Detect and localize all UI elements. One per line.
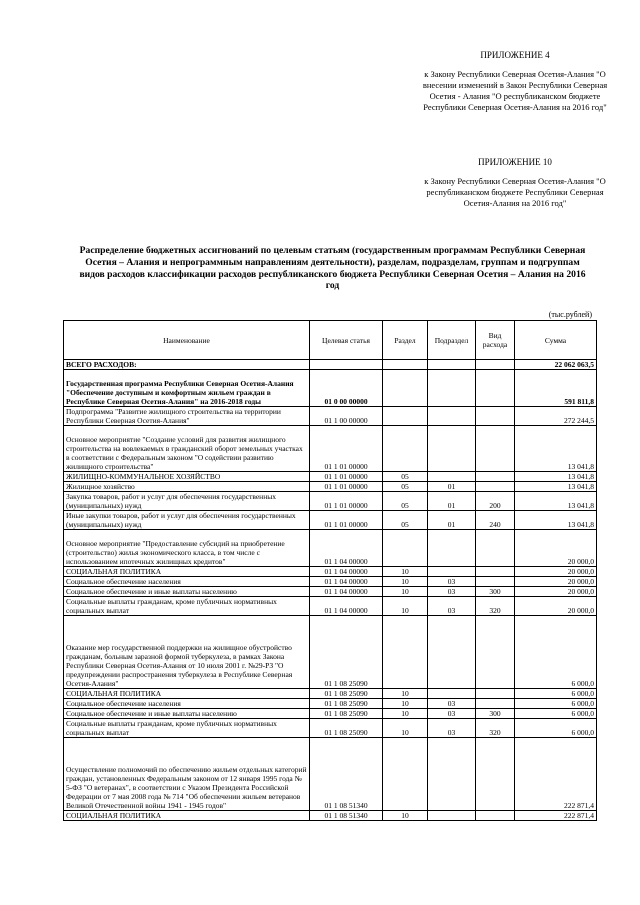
cell-sum: 20 000,0 <box>515 597 597 616</box>
cell-target: 01 1 08 51340 <box>310 738 383 811</box>
cell-target: 01 1 01 00000 <box>310 472 383 482</box>
cell-type <box>476 407 515 426</box>
cell-name: СОЦИАЛЬНАЯ ПОЛИТИКА <box>64 689 310 699</box>
cell-section <box>383 370 428 407</box>
table-row <box>64 360 597 370</box>
cell-section <box>383 407 428 426</box>
cell-type <box>476 472 515 482</box>
cell-section <box>383 738 428 811</box>
cell-subsection <box>428 407 476 426</box>
cell-name: Оказание мер государственной поддержки на жилищное обустройство гражданам, больным заразной формой туберкулеза, в рамках Закона Республики Северная Осетия-Алания от 10 июля 2001 г. №29-РЗ "О предупреждении распространения туберкулеза в Республике Северная Осетия-Алания" <box>64 616 310 689</box>
table-row <box>64 616 597 689</box>
cell-subsection: 01 <box>428 482 476 492</box>
table-row <box>64 738 597 811</box>
cell-type: 200 <box>476 492 515 511</box>
cell-target: 01 1 04 00000 <box>310 530 383 567</box>
cell-type: 300 <box>476 709 515 719</box>
cell-type <box>476 577 515 587</box>
units-note: (тыс.рублей) <box>548 310 592 319</box>
header-section: Раздел <box>383 321 428 360</box>
cell-subsection <box>428 567 476 577</box>
cell-section: 05 <box>383 482 428 492</box>
cell-section: 05 <box>383 492 428 511</box>
cell-sum: 591 811,8 <box>515 370 597 407</box>
cell-target: 01 1 00 00000 <box>310 407 383 426</box>
cell-type <box>476 738 515 811</box>
cell-name: Социальные выплаты гражданам, кроме публичных нормативных социальных выплат <box>64 719 310 738</box>
cell-sum: 13 041,8 <box>515 472 597 482</box>
table-row <box>64 472 597 482</box>
cell-section: 10 <box>383 699 428 709</box>
cell-target: 01 1 04 00000 <box>310 587 383 597</box>
cell-name: СОЦИАЛЬНАЯ ПОЛИТИКА <box>64 567 310 577</box>
table-row <box>64 492 597 511</box>
cell-subsection <box>428 530 476 567</box>
appendix-10-heading: ПРИЛОЖЕНИЕ 10 <box>478 157 552 167</box>
cell-subsection <box>428 370 476 407</box>
cell-section: 10 <box>383 689 428 699</box>
cell-target: 01 1 01 00000 <box>310 511 383 530</box>
cell-sum: 6 000,0 <box>515 699 597 709</box>
cell-subsection: 03 <box>428 699 476 709</box>
cell-target: 01 1 08 25090 <box>310 689 383 699</box>
cell-target: 01 0 00 00000 <box>310 370 383 407</box>
cell-type <box>476 482 515 492</box>
budget-table <box>63 320 597 821</box>
cell-subsection: 03 <box>428 597 476 616</box>
cell-sum: 222 871,4 <box>515 738 597 811</box>
cell-section <box>383 530 428 567</box>
cell-name: Основное мероприятие "Предоставление субсидий на приобретение (строительство) жилья экономического класса, в том числе с использованием ипотечных жилищных кредитов" <box>64 530 310 567</box>
cell-name: Социальные выплаты гражданам, кроме публичных нормативных социальных выплат <box>64 597 310 616</box>
cell-type <box>476 689 515 699</box>
cell-type <box>476 360 515 370</box>
cell-name: Жилищное хозяйство <box>64 482 310 492</box>
table-row <box>64 407 597 426</box>
cell-subsection <box>428 616 476 689</box>
cell-sum: 272 244,5 <box>515 407 597 426</box>
cell-target: 01 1 01 00000 <box>310 492 383 511</box>
cell-sum: 6 000,0 <box>515 616 597 689</box>
cell-section: 10 <box>383 719 428 738</box>
cell-target: 01 1 04 00000 <box>310 577 383 587</box>
cell-type <box>476 616 515 689</box>
cell-sum: 6 000,0 <box>515 719 597 738</box>
appendix-10-text: к Закону Республики Северная Осетия-Алания "О республиканском бюджете Республики Северная Осетия-Алания на 2016 год" <box>424 176 606 208</box>
cell-section: 05 <box>383 472 428 482</box>
cell-sum: 6 000,0 <box>515 709 597 719</box>
cell-target: 01 1 01 00000 <box>310 482 383 492</box>
appendix-4-text: к Закону Республики Северная Осетия-Алания "О внесении изменений в Закон Республики Северная Осетия - Алания "О республиканском бюджете Республики Северная Осетия-Алания на 2016 год" <box>422 69 608 112</box>
cell-target <box>310 360 383 370</box>
cell-section: 10 <box>383 587 428 597</box>
table-row <box>64 567 597 577</box>
cell-target: 01 1 08 51340 <box>310 811 383 821</box>
header-target: Целевая статья <box>310 321 383 360</box>
cell-name: Социальное обеспечение населения <box>64 577 310 587</box>
cell-subsection <box>428 738 476 811</box>
cell-subsection <box>428 360 476 370</box>
cell-target: 01 1 08 25090 <box>310 709 383 719</box>
cell-name: ВСЕГО РАСХОДОВ: <box>64 360 310 370</box>
table-row <box>64 811 597 821</box>
cell-name: Закупка товаров, работ и услуг для обеспечения государственных (муниципальных) нужд <box>64 492 310 511</box>
cell-subsection: 03 <box>428 587 476 597</box>
cell-sum: 13 041,8 <box>515 492 597 511</box>
appendix-4-heading: ПРИЛОЖЕНИЕ 4 <box>480 50 550 60</box>
cell-section <box>383 616 428 689</box>
cell-subsection: 01 <box>428 511 476 530</box>
cell-sum: 13 041,8 <box>515 426 597 472</box>
cell-target: 01 1 08 25090 <box>310 616 383 689</box>
cell-section: 05 <box>383 511 428 530</box>
cell-name: Социальное обеспечение и иные выплаты населению <box>64 709 310 719</box>
cell-section: 10 <box>383 709 428 719</box>
cell-section: 10 <box>383 577 428 587</box>
cell-type <box>476 370 515 407</box>
cell-subsection <box>428 426 476 472</box>
cell-name: Осуществление полномочий по обеспечению жильем отдельных категорий граждан, установленных Федеральным законом от 12 января 1995 года № 5-ФЗ "О ветеранах", в соответствии с Указом Президента Российской Федерации от 7 мая 2008 года № 714 "Об обеспечении жильем ветеранов Великой Отечественной войны 1941 - 1945 годов" <box>64 738 310 811</box>
cell-section <box>383 426 428 472</box>
cell-target: 01 1 08 25090 <box>310 719 383 738</box>
cell-type: 320 <box>476 597 515 616</box>
cell-target: 01 1 04 00000 <box>310 567 383 577</box>
table-row <box>64 511 597 530</box>
cell-type <box>476 426 515 472</box>
cell-type <box>476 567 515 577</box>
cell-target: 01 1 01 00000 <box>310 426 383 472</box>
cell-subsection <box>428 689 476 699</box>
cell-type: 320 <box>476 719 515 738</box>
table-row <box>64 530 597 567</box>
cell-subsection: 03 <box>428 709 476 719</box>
cell-name: Основное мероприятие "Создание условий для развития жилищного строительства на вовлекаемых в гражданский оборот земельных участках в соответствии с Федеральным законом "О содействии развитию жилищного строительства" <box>64 426 310 472</box>
cell-section <box>383 360 428 370</box>
table-row <box>64 597 597 616</box>
cell-sum: 20 000,0 <box>515 567 597 577</box>
cell-name: Иные закупки товаров, работ и услуг для обеспечения государственных (муниципальных) нужд <box>64 511 310 530</box>
appendix-4-block <box>415 50 615 113</box>
cell-name: СОЦИАЛЬНАЯ ПОЛИТИКА <box>64 811 310 821</box>
cell-subsection: 01 <box>428 492 476 511</box>
cell-name: Социальное обеспечение населения <box>64 699 310 709</box>
cell-type <box>476 530 515 567</box>
document-title: Распределение бюджетных ассигнований по целевым статьям (государственным программам Республики Северная Осетия – Алания и непрограммным направлениям деятельности), разделам, подразделам, группам и подгруппам видов расходов классификации расходов республиканского бюджета Республики Северная Осетия – Алания на 2016 год <box>79 245 586 292</box>
cell-subsection <box>428 472 476 482</box>
cell-sum: 222 871,4 <box>515 811 597 821</box>
cell-sum: 20 000,0 <box>515 530 597 567</box>
cell-sum: 13 041,8 <box>515 511 597 530</box>
table-row <box>64 426 597 472</box>
cell-name: Социальное обеспечение и иные выплаты населению <box>64 587 310 597</box>
header-sum: Сумма <box>515 321 597 360</box>
table-row <box>64 587 597 597</box>
cell-name: Государственная программа Республики Северная Осетия-Алания "Обеспечение доступным и комфортным жильем граждан в Республике Северная Осетия-Алания" на 2016-2018 годы <box>64 370 310 407</box>
header-type: Вид расхода <box>476 321 515 360</box>
cell-sum: 13 041,8 <box>515 482 597 492</box>
cell-subsection: 03 <box>428 577 476 587</box>
cell-section: 10 <box>383 811 428 821</box>
cell-type <box>476 699 515 709</box>
cell-subsection: 03 <box>428 719 476 738</box>
cell-type: 300 <box>476 587 515 597</box>
table-row <box>64 719 597 738</box>
cell-type: 240 <box>476 511 515 530</box>
table-row <box>64 577 597 587</box>
cell-sum: 20 000,0 <box>515 577 597 587</box>
header-name: Наименование <box>64 321 310 360</box>
table-header-row <box>64 321 597 360</box>
table-row <box>64 370 597 407</box>
cell-sum: 22 062 063,5 <box>515 360 597 370</box>
cell-sum: 6 000,0 <box>515 689 597 699</box>
header-subsection: Подраздел <box>428 321 476 360</box>
cell-section: 10 <box>383 567 428 577</box>
appendix-10-block <box>415 157 615 209</box>
table-row <box>64 699 597 709</box>
cell-target: 01 1 04 00000 <box>310 597 383 616</box>
table-row <box>64 482 597 492</box>
cell-sum: 20 000,0 <box>515 587 597 597</box>
cell-name: ЖИЛИЩНО-КОММУНАЛЬНОЕ ХОЗЯЙСТВО <box>64 472 310 482</box>
cell-subsection <box>428 811 476 821</box>
cell-type <box>476 811 515 821</box>
cell-name: Подпрограмма "Развитие жилищного строительства на территории Республики Северная Осетия-Алания" <box>64 407 310 426</box>
table-row <box>64 689 597 699</box>
table-row <box>64 709 597 719</box>
cell-section: 10 <box>383 597 428 616</box>
cell-target: 01 1 08 25090 <box>310 699 383 709</box>
